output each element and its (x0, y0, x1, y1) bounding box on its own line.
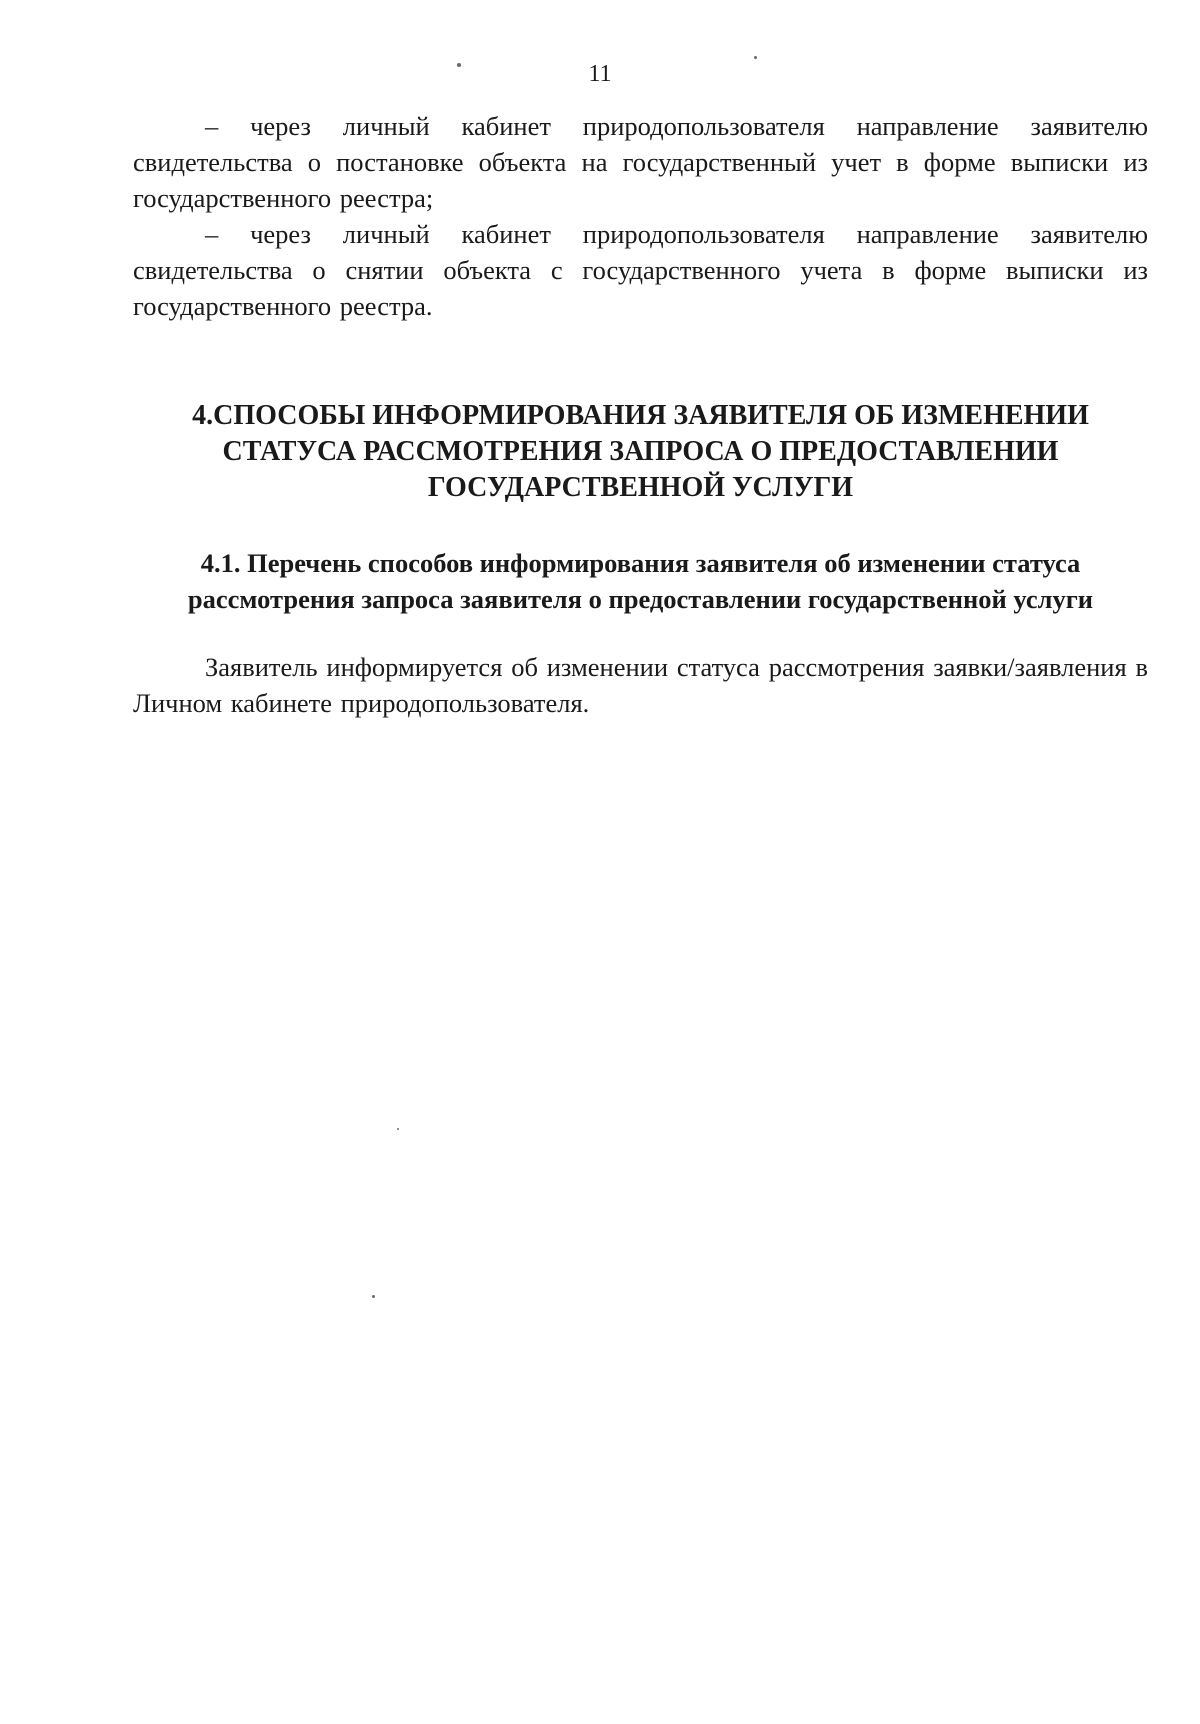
paragraph-registration-certificate: – через личный кабинет природопользователя направление заявителю свидетельства о постановке объекта на государственный учет в форме выписки из государственного реестра; (133, 111, 1148, 213)
page-number: 11 (588, 61, 612, 87)
scan-speck (754, 56, 757, 59)
subsection-title-line: 4.1. Перечень способов информирования заявителя об изменении статуса (200, 548, 1081, 578)
section-title (133, 398, 1148, 506)
scan-speck (372, 1295, 375, 1298)
scan-speck (397, 1128, 399, 1130)
document-body (133, 108, 1148, 721)
subsection-title-line: рассмотрения запроса заявителя о предоставлении государственной услуги (187, 584, 1094, 614)
section-title-line: СТАТУСА РАССМОТРЕНИЯ ЗАПРОСА О ПРЕДОСТАВЛЕНИИ (222, 436, 1059, 467)
subsection-title (133, 545, 1148, 617)
section-title-line: 4.СПОСОБЫ ИНФОРМИРОВАНИЯ ЗАЯВИТЕЛЯ ОБ ИЗМЕНЕНИИ (192, 400, 1089, 431)
paragraph-deregistration-certificate: – через личный кабинет природопользователя направление заявителю свидетельства о снятии объекта с государственного учета в форме выписки из государственного реестра. (133, 219, 1148, 321)
paragraph-applicant-informed: Заявитель информируется об изменении статуса рассмотрения заявки/заявления в Личном кабинете природопользователя. (133, 652, 1148, 718)
section-title-line: ГОСУДАРСТВЕННОЙ УСЛУГИ (427, 472, 854, 503)
